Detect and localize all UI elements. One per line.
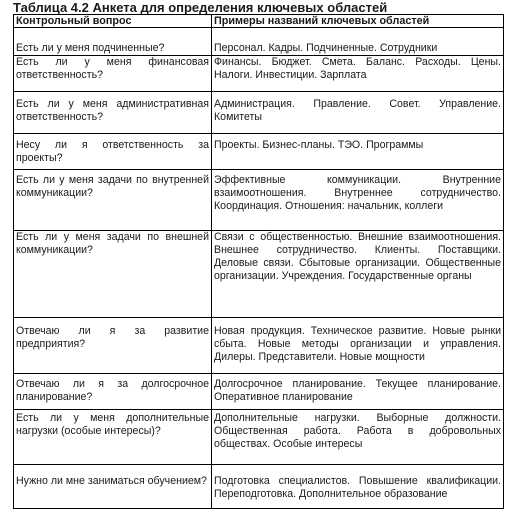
question-cell: Нужно ли мне заниматься обучением? [14,465,212,509]
table-row [14,28,504,56]
header-row [14,15,504,28]
question-cell: Есть ли у меня задачи по внешней коммуникации? [14,231,212,318]
question-cell: Есть ли у меня подчиненные? [14,28,212,56]
table-row [14,56,504,92]
question-cell: Есть ли у меня дополнительные нагрузки (особые интересы)? [14,410,212,465]
question-cell: Есть ли у меня административная ответственность? [14,92,212,134]
table-row [14,231,504,318]
header-examples: Примеры названий ключевых областей [212,15,504,28]
table-row [14,134,504,170]
table-row [14,92,504,134]
table-row [14,170,504,231]
examples-cell: Финансы. Бюджет. Смета. Баланс. Расходы. Цены. Налоги. Инвестиции. Зарплата [212,56,504,92]
examples-cell: Подготовка специалистов. Повышение квалификации. Переподготовка. Дополнительное образование [212,465,504,509]
examples-cell: Администрация. Правление. Совет. Управление. Комитеты [212,92,504,134]
examples-cell: Связи с общественностью. Внешние взаимоотношения. Внешнее сотрудничество. Клиенты. Поставщики. Деловые связи. Сбытовые организации. Общественные организации. Учреждения. Государственные органы [212,231,504,318]
examples-cell: Новая продукция. Техническое развитие. Новые рынки сбыта. Новые методы организации и управления. Дилеры. Представители. Новые мощности [212,318,504,374]
table-caption: Таблица 4.2 Анкета для определения ключевых областей [13,0,388,15]
examples-cell: Долгосрочное планирование. Текущее планирование. Оперативное планирование [212,374,504,410]
table-row [14,465,504,509]
examples-cell: Дополнительные нагрузки. Выборные должности. Общественная работа. Работа в добровольных обществах. Особые интересы [212,410,504,465]
question-cell: Несу ли я ответственность за проекты? [14,134,212,170]
question-cell: Есть ли у меня финансовая ответственность? [14,56,212,92]
question-cell: Отвечаю ли я за долгосрочное планирование? [14,374,212,410]
examples-cell: Проекты. Бизнес-планы. ТЭО. Программы [212,134,504,170]
key-areas-table [13,14,504,509]
header-question: Контрольный вопрос [14,15,212,28]
examples-cell: Эффективные коммуникации. Внутренние взаимоотношения. Внутреннее сотрудничество. Координация. Отношения: начальник, коллеги [212,170,504,231]
question-cell: Есть ли у меня задачи по внутренней коммуникации? [14,170,212,231]
table-row [14,410,504,465]
table-row [14,374,504,410]
table-row [14,318,504,374]
question-cell: Отвечаю ли я за развитие предприятия? [14,318,212,374]
examples-cell: Персонал. Кадры. Подчиненные. Сотрудники [212,28,504,56]
